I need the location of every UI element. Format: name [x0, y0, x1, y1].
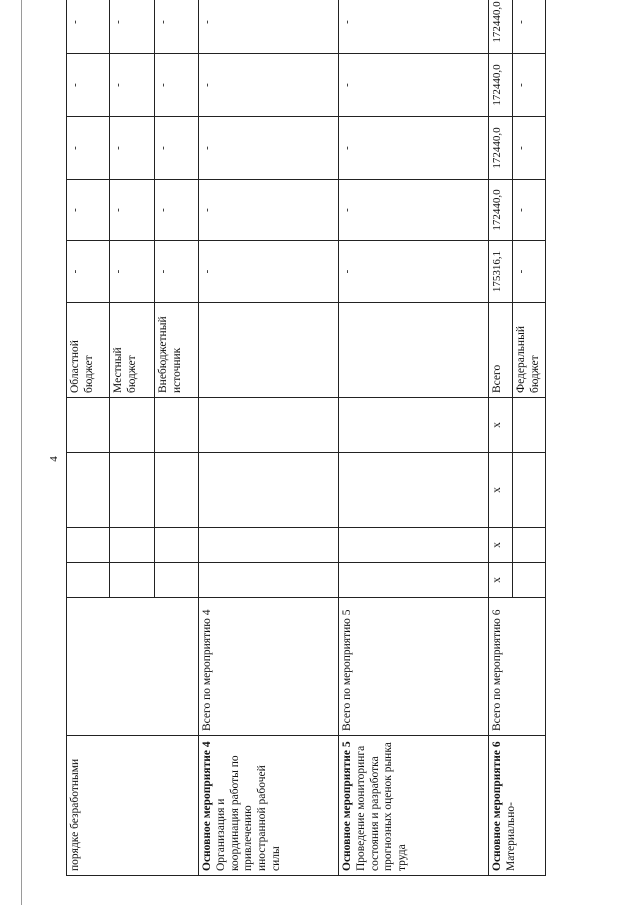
cell-total-label: Всего по мероприятию 5 [339, 598, 489, 736]
event-description: Организация и координация работы по привлечению иностранной рабочей силы [214, 755, 282, 871]
event-description: Проведение мониторинга состояния и разработка прогнозных оценок рынка труда [354, 742, 409, 871]
cell-code [67, 453, 110, 528]
cell-value: - [513, 0, 546, 54]
program-funding-table [66, 0, 546, 876]
cell-code [513, 398, 546, 453]
event-title: Основное мероприятие 4 [201, 741, 213, 871]
cell-code [155, 563, 199, 598]
cell-value: - [199, 241, 339, 303]
cell-source [339, 303, 489, 398]
cell-code [110, 398, 155, 453]
cell-value: 172440,0 [489, 117, 513, 180]
page-edge-line [21, 0, 22, 905]
cell-code [155, 453, 199, 528]
cell-value: - [67, 0, 110, 54]
cell-value: - [155, 241, 199, 303]
page-number: 4 [47, 456, 60, 462]
cell-value: - [199, 54, 339, 117]
table-row [489, 0, 513, 876]
cell-value: 172440,0 [489, 54, 513, 117]
cell-source: Местный бюджет [110, 303, 155, 398]
event-title: Основное мероприятие 5 [341, 741, 353, 871]
cell-source: Внебюджетный источник [155, 303, 199, 398]
cell-value: - [513, 241, 546, 303]
cell-total-label [67, 598, 199, 736]
cell-code [155, 528, 199, 563]
cell-value: - [110, 54, 155, 117]
cell-code [339, 528, 489, 563]
cell-value: - [339, 117, 489, 180]
cell-value: - [110, 180, 155, 241]
cell-value: - [110, 117, 155, 180]
cell-value: - [155, 180, 199, 241]
cell-value: - [67, 180, 110, 241]
cell-total-label: Всего по мероприятию 6 [489, 598, 546, 736]
cell-value: - [155, 54, 199, 117]
event-description: Материально- [504, 802, 517, 871]
cell-event-name [489, 736, 546, 876]
table-row [67, 0, 110, 876]
table-row [339, 0, 489, 876]
table-row [199, 0, 339, 876]
cell-code [199, 528, 339, 563]
cell-code [513, 453, 546, 528]
cell-value: - [513, 117, 546, 180]
cell-code [110, 528, 155, 563]
cell-code [339, 398, 489, 453]
cell-value: - [199, 0, 339, 54]
cell-event-name [199, 736, 339, 876]
cell-value: - [199, 180, 339, 241]
cell-value: - [67, 241, 110, 303]
cell-value: 172440,0 [489, 180, 513, 241]
cell-code [199, 453, 339, 528]
cell-code [513, 563, 546, 598]
cell-value: - [339, 0, 489, 54]
cell-value: - [110, 241, 155, 303]
cell-x-mark: x [489, 453, 513, 528]
event-title: Основное мероприятие 6 [491, 741, 503, 871]
cell-value: 172440,0 [489, 0, 513, 54]
cell-value: - [67, 54, 110, 117]
cell-value: 175316,1 [489, 241, 513, 303]
cell-value: - [67, 117, 110, 180]
cell-event-name: порядке безработными [67, 736, 199, 876]
cell-code [67, 528, 110, 563]
cell-code [67, 563, 110, 598]
cell-code [339, 563, 489, 598]
cell-value: - [513, 180, 546, 241]
cell-value: - [339, 180, 489, 241]
cell-value: - [513, 54, 546, 117]
cell-value: - [155, 117, 199, 180]
cell-code [513, 528, 546, 563]
cell-value: - [339, 241, 489, 303]
rotated-table-wrapper [66, 1, 541, 876]
cell-value: - [199, 117, 339, 180]
cell-source: Всего [489, 303, 513, 398]
cell-code [339, 453, 489, 528]
cell-code [110, 563, 155, 598]
cell-x-mark: x [489, 563, 513, 598]
cell-value: - [155, 0, 199, 54]
cell-code [110, 453, 155, 528]
cell-total-label: Всего по мероприятию 4 [199, 598, 339, 736]
cell-source: Федеральный бюджет [513, 303, 546, 398]
cell-code [199, 398, 339, 453]
cell-value: - [339, 54, 489, 117]
cell-code [199, 563, 339, 598]
cell-value: - [110, 0, 155, 54]
cell-x-mark: x [489, 398, 513, 453]
cell-code [155, 398, 199, 453]
cell-source [199, 303, 339, 398]
cell-source: Областной бюджет [67, 303, 110, 398]
cell-x-mark: x [489, 528, 513, 563]
cell-event-name [339, 736, 489, 876]
cell-code [67, 398, 110, 453]
